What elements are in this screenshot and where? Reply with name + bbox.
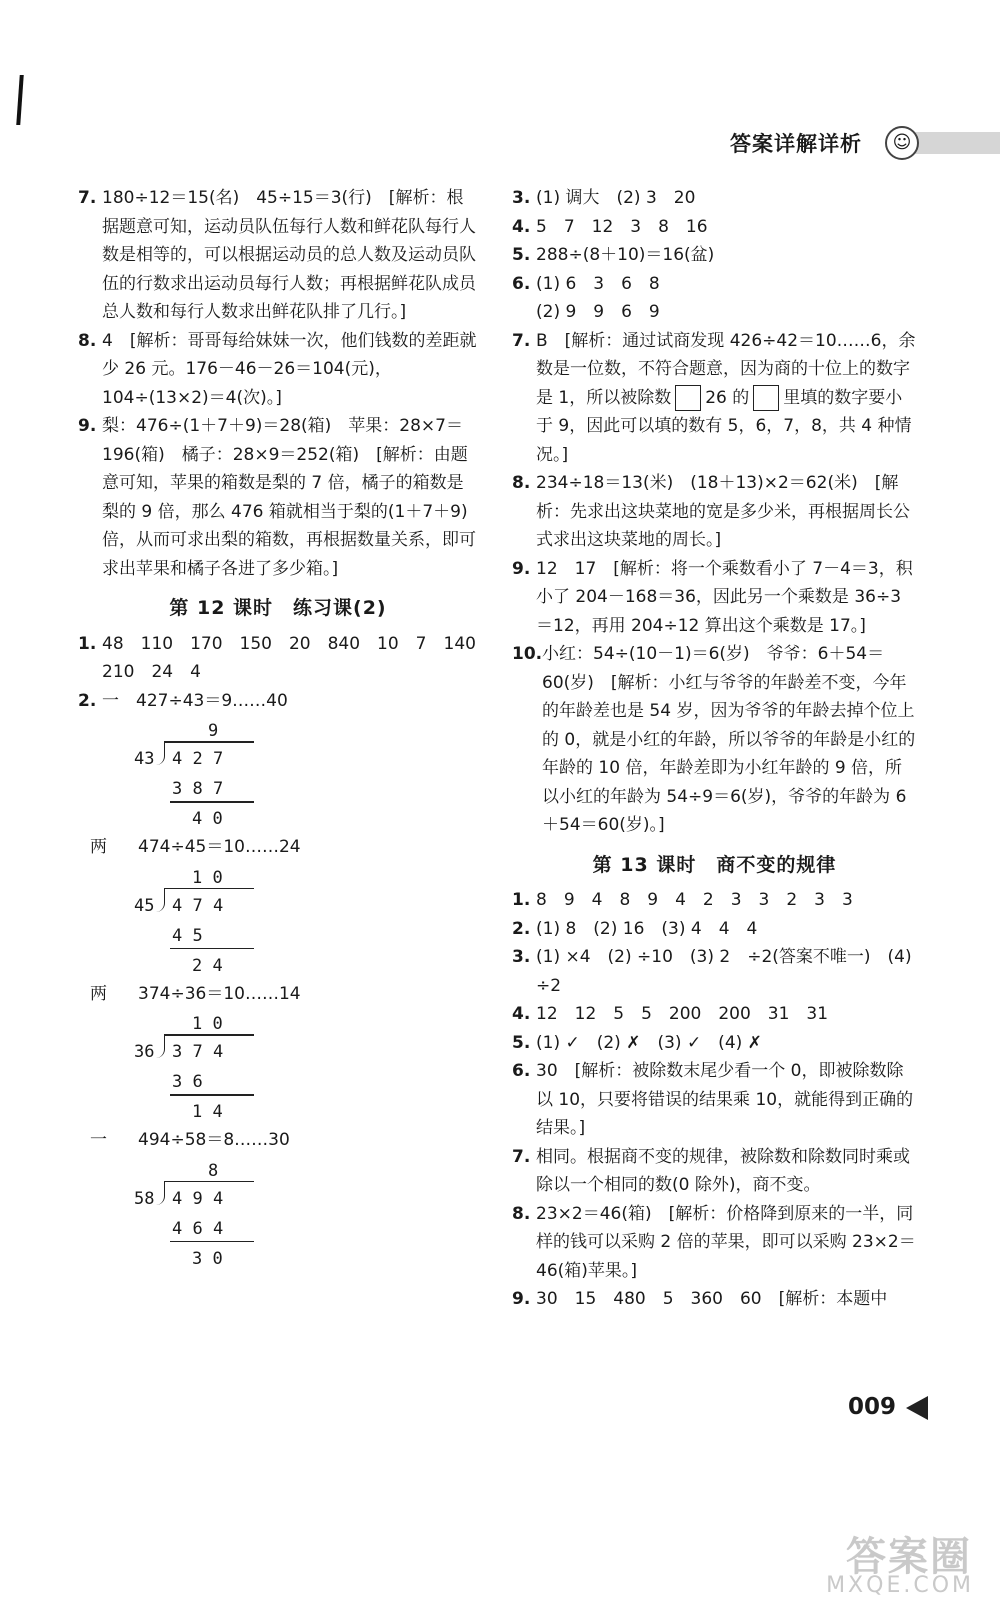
product: 3 6	[172, 1072, 203, 1092]
product: 3 8 7	[172, 779, 224, 799]
division-lead: 一	[90, 1130, 107, 1150]
division-bar	[164, 741, 254, 743]
division-bar	[164, 1181, 254, 1183]
right-q5	[512, 241, 917, 270]
question-number: 2.	[512, 918, 531, 939]
division-lead: 两	[90, 837, 107, 857]
answer-text: 4 [解析：哥哥每给妹妹一次，他们钱数的差距就少 26 元。176－46－26＝104(元)，104÷(13×2)＝4(次)。]	[102, 330, 477, 408]
answer-text: B [解析：通过试商发现 426÷42＝10……6，余数是一位数，不符合题意，因为商的十位上的数字是 1，所以被除数	[536, 330, 916, 408]
subtraction-line	[170, 1241, 254, 1243]
right-q9	[512, 555, 917, 641]
watermark-site: MXQE.COM	[826, 1573, 974, 1598]
answer-text: 288÷(8＋10)＝16(盆)	[536, 245, 715, 265]
s13-q8	[512, 1200, 917, 1286]
division-lead: 两	[90, 983, 107, 1004]
long-division-4	[134, 1155, 478, 1273]
answer-text: 8 9 4 8 9 4 2 3 3 2 3 3	[536, 890, 853, 910]
division-bracket	[156, 1034, 165, 1058]
s12-q1	[78, 630, 493, 687]
quotient: 1 0	[192, 867, 223, 888]
question-number: 2.	[78, 690, 97, 711]
question-number: 3.	[512, 188, 531, 208]
section-title-13: 第 13 课时 商不变的规律	[592, 853, 837, 876]
left-column	[78, 184, 493, 1273]
division-bracket	[156, 1181, 165, 1205]
answer-text: (1) ✓ (2) ✗ (3) ✓ (4) ✗	[536, 1032, 762, 1053]
answer-text: 12 17 [解析：将一个乘数看小了 7－4＝3，积小了 204－168＝36，因此另一个乘数是 36÷3＝12，再用 204÷12 算出这个乘数是 17。]	[536, 558, 913, 636]
answer-text: 23×2＝46(箱) [解析：价格降到原来的一半，同样的钱可以采购 2 倍的苹果，即可以采购 23×2＝46(箱)苹果。]	[536, 1203, 916, 1281]
question-number: 5.	[512, 245, 531, 265]
division-bar	[164, 1034, 254, 1036]
answer-text: 12 12 5 5 200 200 31 31	[536, 1004, 829, 1024]
long-division-2	[134, 862, 478, 980]
right-q4	[512, 213, 917, 242]
s13-q5	[512, 1029, 917, 1058]
remainder: 2 4	[192, 955, 223, 976]
remainder: 1 4	[192, 1102, 223, 1122]
divisor: 58	[134, 1188, 155, 1209]
division-line-4	[78, 1126, 478, 1155]
answer-text: 30 15 480 5 360 60 [解析：本题中	[536, 1289, 888, 1309]
division-lead: 一	[102, 690, 119, 711]
right-q6	[512, 270, 917, 327]
question-number: 1.	[512, 890, 531, 910]
right-column	[512, 184, 917, 1314]
s13-q1	[512, 886, 917, 915]
remainder: 3 0	[192, 1248, 223, 1269]
section-title-12: 第 12 课时 练习课(2)	[169, 597, 387, 619]
left-q9	[78, 412, 478, 583]
blank-box	[753, 385, 779, 411]
question-number: 5.	[512, 1032, 531, 1053]
question-number: 6.	[512, 1061, 531, 1081]
right-q10	[512, 640, 917, 840]
question-number: 9.	[78, 416, 97, 436]
division-equation: 427÷43＝9……40	[136, 690, 288, 711]
question-number: 3.	[512, 947, 531, 967]
quotient: 1 0	[192, 1014, 223, 1034]
s13-q4	[512, 1000, 917, 1029]
dividend: 4 9 4	[172, 1188, 224, 1209]
answer-text: 48 110 170 150 20 840 10 7 140 210 24 4	[102, 633, 493, 682]
question-number: 9.	[512, 558, 531, 579]
question-number: 7.	[512, 330, 531, 351]
quotient: 9	[208, 721, 219, 741]
division-bracket	[156, 888, 165, 912]
answer-text: 梨：476÷(1＋7＋9)＝28(箱) 苹果：28×7＝196(箱) 橘子：28×9＝252(箱) [解析：由题意可知，苹果的箱数是梨的 7 倍，橘子的箱数是梨的 9 倍，那么 476 箱就相当于梨的(1＋7＋9)倍，从而可求出梨的箱数，再根据数量关系，即可求出苹果和橘子各进了多少箱。]	[102, 416, 476, 579]
answer-text: 5 7 12 3 8 16	[536, 216, 708, 237]
subtraction-line	[170, 1094, 254, 1096]
answer-text: 相同。根据商不变的规律，被除数和除数同时乘或除以一个相同的数(0 除外)，商不变。	[536, 1146, 910, 1195]
question-number: 6.	[512, 273, 531, 294]
remainder: 4 0	[192, 809, 223, 829]
divisor: 36	[134, 1042, 155, 1062]
dividend: 3 7 4	[172, 1042, 224, 1062]
left-q7	[78, 184, 478, 327]
question-number: 8.	[512, 1203, 531, 1224]
quotient: 8	[208, 1160, 219, 1181]
s13-q9	[512, 1285, 917, 1314]
divisor: 43	[134, 749, 155, 769]
right-q8	[512, 469, 917, 555]
question-number: 10.	[512, 644, 543, 664]
division-bracket	[156, 741, 165, 765]
watermark-logo: 答案圈	[846, 1534, 972, 1580]
product: 4 5	[172, 925, 203, 946]
answer-text: 234÷18＝13(米) (18＋13)×2＝62(米) [解析：先求出这块菜地的宽是多少米，再根据周长公式求出这块菜地的周长。]	[536, 473, 910, 550]
question-number: 7.	[512, 1146, 531, 1167]
page-number: 009	[848, 1394, 897, 1420]
s13-q6	[512, 1057, 917, 1143]
page-arrow-icon	[906, 1396, 928, 1420]
subtraction-line	[170, 948, 254, 950]
division-line-3	[78, 980, 478, 1009]
answer-text: 里填的数字要小于 9，因此可以填的数有 5，6，7，8，共 4 种情况。]	[536, 387, 912, 465]
divisor: 45	[134, 895, 155, 916]
header-title: 答案详解详析	[730, 132, 862, 156]
product: 4 6 4	[172, 1218, 224, 1239]
answer-text: (1) 8 (2) 16 (3) 4 4 4	[536, 918, 758, 939]
right-q7	[512, 327, 917, 470]
right-q3	[512, 184, 917, 213]
question-number: 8.	[512, 473, 531, 493]
question-number: 4.	[512, 1004, 531, 1024]
question-number: 9.	[512, 1289, 531, 1309]
answer-text: (1) 调大 (2) 3 20	[536, 188, 696, 208]
answer-line-1: (1) 6 3 6 8	[536, 273, 660, 294]
blank-box	[675, 385, 701, 411]
answer-line-2: (2) 9 9 6 9	[536, 302, 660, 322]
dividend: 4 2 7	[172, 749, 224, 769]
answer-text: 180÷12＝15(名) 45÷15＝3(行) [解析：根据题意可知，运动员队伍每行人数和鲜花队每行人数是相等的，可以根据运动员的总人数及运动员队伍的行数求出运动员每行人数；再根据鲜花队成员总人数和每行人数求出鲜花队排了几行。]	[102, 188, 476, 322]
answer-text: 30 [解析：被除数末尾少看一个 0，即被除数除以 10，只要将错误的结果乘 10，就能得到正确的结果。]	[536, 1061, 914, 1138]
division-bar	[164, 888, 254, 890]
division-line-2	[78, 833, 478, 862]
long-division-3	[134, 1008, 478, 1126]
s13-q3	[512, 943, 917, 1000]
long-division-1	[134, 715, 478, 833]
dividend: 4 7 4	[172, 895, 224, 916]
answer-text: (1) ×4 (2) ÷10 (3) 2 ÷2(答案不唯一) (4) ÷2	[536, 947, 912, 996]
s13-q2	[512, 915, 917, 944]
division-equation: 474÷45＝10……24	[138, 837, 301, 857]
page-header	[730, 128, 1000, 158]
smile-icon: ☺	[885, 126, 919, 160]
s13-q7	[512, 1143, 917, 1200]
left-q8	[78, 327, 478, 413]
answer-text: 小红：54÷(10－1)＝6(岁) 爷爷：6＋54＝60(岁) [解析：小红与爷爷的年龄差不变，今年的年龄差也是 54 岁，因为爷爷的年龄去掉个位上的 0，就是小红的年龄，所以爷爷的年龄是小红的年龄的 10 倍，年龄差即为小红年龄的 9 倍，所以小红的年龄为 54÷9＝6(岁)，爷爷的年龄为 6＋54＝60(岁)。]	[542, 644, 916, 835]
question-number: 8.	[78, 330, 97, 351]
question-number: 1.	[78, 633, 97, 654]
header-bar	[915, 132, 1000, 154]
s12-q2	[78, 687, 478, 716]
question-number: 4.	[512, 216, 531, 237]
question-number: 7.	[78, 188, 97, 208]
corner-mark	[16, 75, 23, 125]
division-equation: 374÷36＝10……14	[138, 983, 301, 1004]
subtraction-line	[170, 801, 254, 803]
division-equation: 494÷58＝8……30	[138, 1130, 290, 1150]
answer-text: 26 的	[705, 387, 750, 408]
